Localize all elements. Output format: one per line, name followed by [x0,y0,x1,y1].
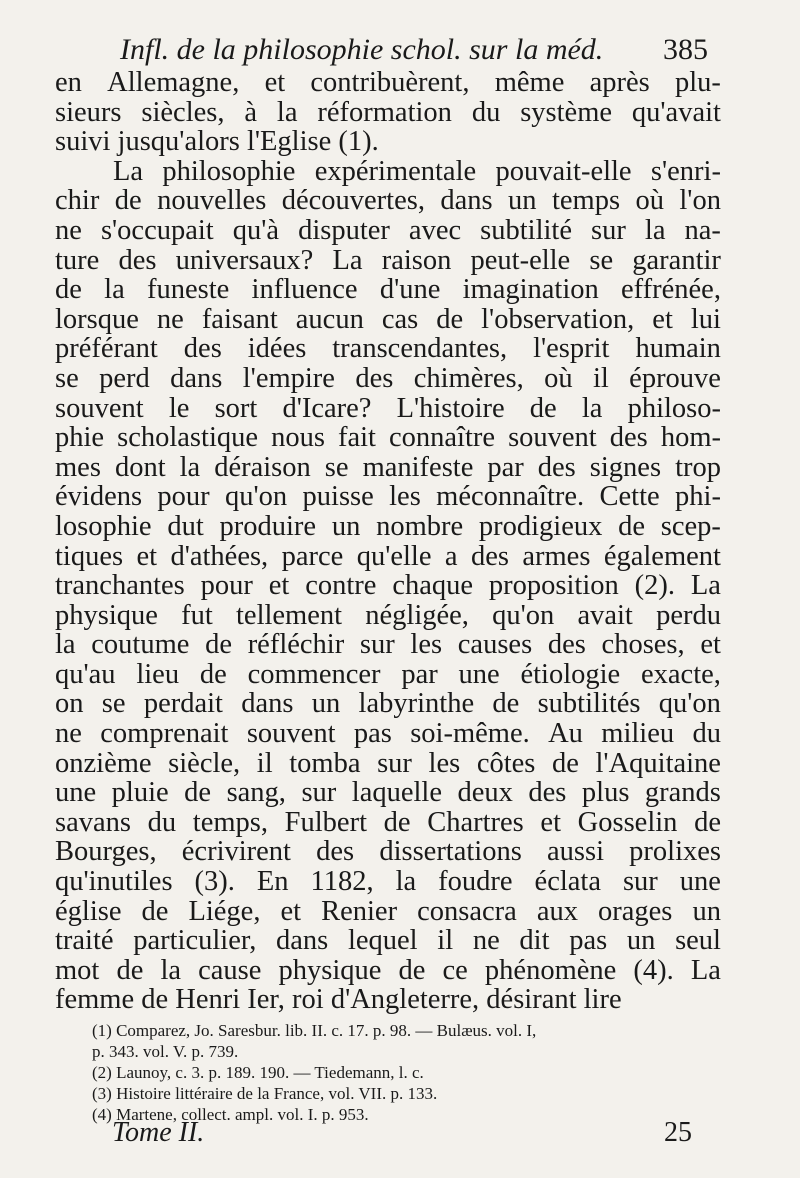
footnote-line: p. 343. vol. V. p. 739. [92,1042,239,1061]
text-line: physique fut tellement négligée, qu'on avait perdu [55,599,721,631]
footnote-line: (3) Histoire littéraire de la France, vol. VII. p. 133. [92,1084,438,1103]
text-line: église de Liége, et Renier consacra aux orages un [55,895,721,927]
text-line: on se perdait dans un labyrinthe de subtilités qu'on [55,688,721,720]
text-line: tranchantes pour et contre chaque proposition (2). La [55,570,721,602]
text-line: femme de Henri Ier, roi d'Angleterre, désirant lire [55,984,622,1016]
text-line: qu'inutiles (3). En 1182, la foudre éclata sur une [55,866,721,898]
text-line: savans du temps, Fulbert de Chartres et Gosselin de [55,806,721,838]
running-title: Infl. de la philosophie schol. sur la méd. [120,33,604,66]
text-line: phie scholastique nous fait connaître souvent des hom- [55,422,721,454]
main-text [55,68,721,1015]
footnote-line: (4) Martene, collect. ampl. vol. I. p. 953. [92,1105,369,1124]
page-number: 385 [663,33,708,66]
text-line: Bourges, écrivirent des dissertations aussi prolixes [55,836,721,868]
text-line: se perd dans l'empire des chimères, où il éprouve [55,362,721,394]
text-line: suivi jusqu'alors l'Eglise (1). [55,126,379,158]
text-line: lorsque ne faisant aucun cas de l'observation, et lui [55,303,721,335]
text-line: la coutume de réfléchir sur les causes des choses, et [55,629,721,661]
signature-mark: 25 [664,1117,692,1148]
text-line: une pluie de sang, sur laquelle deux des plus grands [55,777,721,809]
footnote-line: (2) Launoy, c. 3. p. 189. 190. — Tiedemann, l. c. [92,1063,424,1082]
running-header [120,30,708,70]
text-line: losophie dut produire un nombre prodigieux de scep- [55,510,721,542]
text-line: traité particulier, dans lequel il ne dit pas un seul [55,925,721,957]
text-line: La philosophie expérimentale pouvait-elle s'enri- [113,155,721,187]
text-line: souvent le sort d'Icare? L'histoire de la philoso- [55,392,721,424]
text-line: évidens pour qu'on puisse les méconnaître. Cette phi- [55,481,721,513]
text-line: qu'au lieu de commencer par une étiologie exacte, [55,658,721,690]
text-line: sieurs siècles, à la réformation du système qu'avait [55,96,721,128]
text-line: de la funeste influence d'une imagination effrénée, [55,274,721,306]
page-footer [112,1116,692,1150]
text-line: mes dont la déraison se manifeste par des signes trop [55,451,721,483]
text-line: ture des universaux? La raison peut-elle se garantir [55,244,721,276]
text-line: chir de nouvelles découvertes, dans un temps où l'on [55,185,721,217]
text-line: ne comprenait souvent pas soi-même. Au milieu du [55,718,721,750]
text-line: onzième siècle, il tomba sur les côtes de l'Aquitaine [55,747,721,779]
text-line: ne s'occupait qu'à disputer avec subtilité sur la na- [55,214,721,246]
text-line: préférant des idées transcendantes, l'esprit humain [55,333,721,365]
footnotes [92,1020,732,1125]
footnote-line: (1) Comparez, Jo. Saresbur. lib. II. c. 17. p. 98. — Bulæus. vol. I, [92,1021,537,1040]
text-line: en Allemagne, et contribuèrent, même après plu- [55,67,721,98]
text-line: mot de la cause physique de ce phénomène (4). La [55,954,721,986]
text-line: tiques et d'athées, parce qu'elle a des armes également [55,540,721,572]
volume-label: Tome II. [112,1117,205,1148]
